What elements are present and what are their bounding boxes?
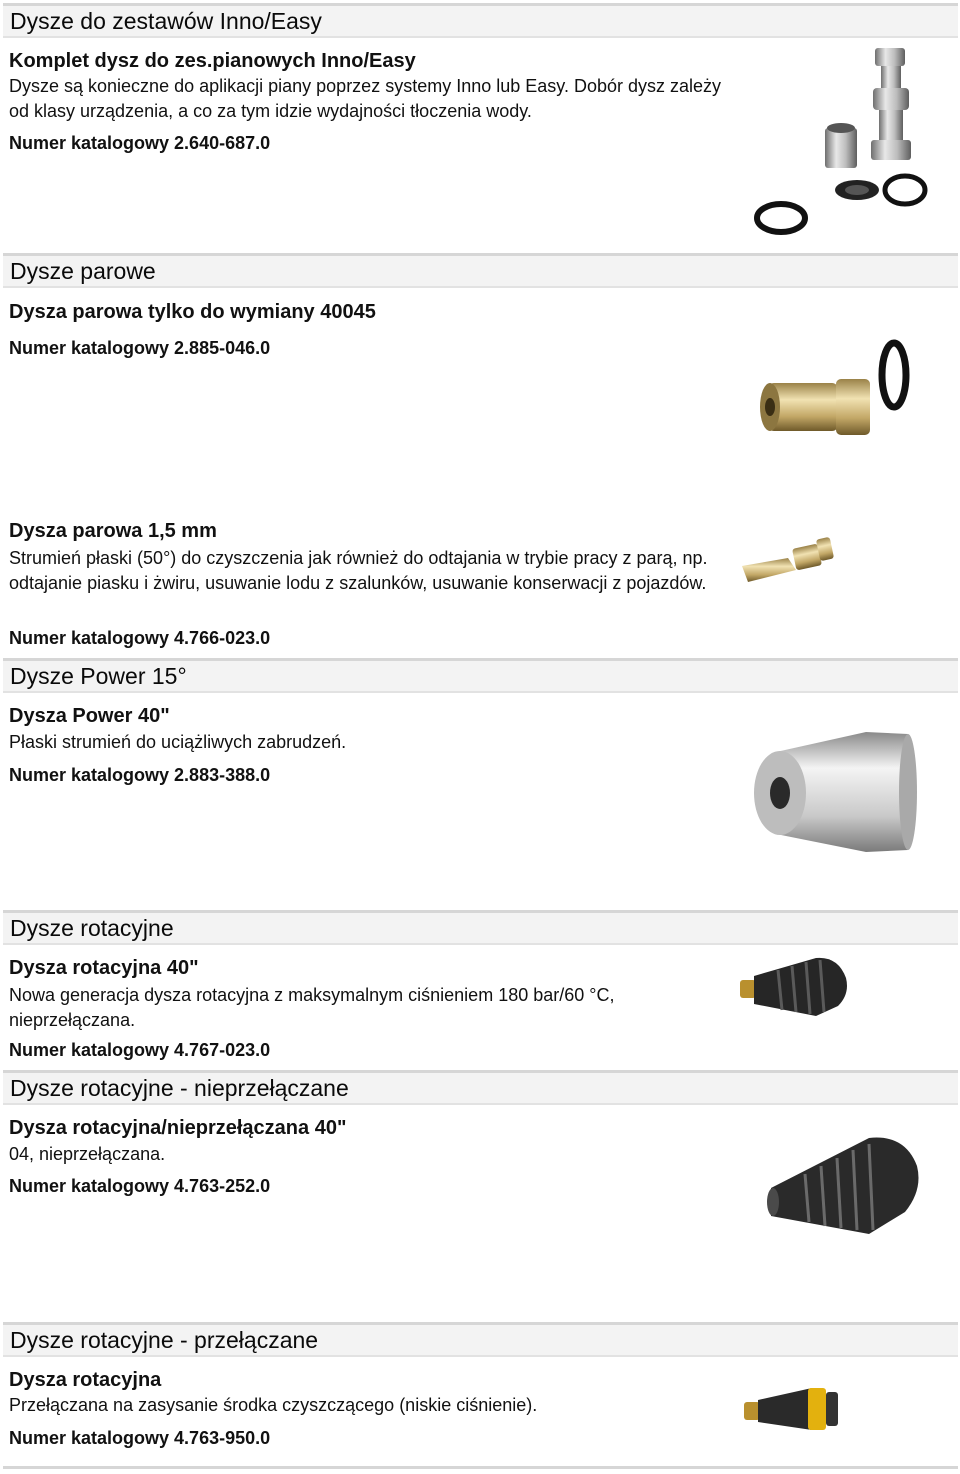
foam-nozzle-set-icon [745, 40, 955, 245]
rotary-nozzle-icon [738, 950, 853, 1025]
bottom-divider [3, 1466, 958, 1469]
section-header-rotary-non-switchable [3, 1070, 958, 1105]
product-description: Przełączana na zasysanie środka czyszczącego (niskie ciśnienie). [9, 1395, 538, 1415]
product-title: Dysza Power 40" [9, 705, 170, 727]
product-title: Komplet dysz do zes.pianowych Inno/Easy [9, 50, 416, 72]
product-description: Strumień płaski (50°) do czyszczenia jak również do odtajania w trybie pracy z parą, np. odtajanie piasku i żwiru, usuwanie lodu z szalunków, usuwanie konserwacji z pojazdów. [9, 548, 708, 593]
catalog-number: Numer katalogowy 4.766-023.0 [9, 628, 271, 648]
section-header-rotary-switchable [3, 1322, 958, 1357]
flat-steam-nozzle-icon [738, 528, 838, 593]
power-nozzle-icon [748, 718, 923, 866]
product-title: Dysza rotacyjna 40" [9, 957, 199, 979]
catalog-number: Numer katalogowy 4.767-023.0 [9, 1040, 271, 1060]
catalog-number: Numer katalogowy 4.763-252.0 [9, 1176, 271, 1196]
section-title: Dysze do zestawów Inno/Easy [10, 8, 322, 34]
product-description: Płaski strumień do uciążliwych zabrudzeń. [9, 732, 347, 752]
switchable-rotary-nozzle-icon [742, 1378, 842, 1438]
product-description: 04, nieprzełączana. [9, 1144, 166, 1164]
section-title: Dysze parowe [10, 258, 156, 284]
section-title: Dysze rotacyjne - przełączane [10, 1327, 319, 1353]
catalog-number: Numer katalogowy 4.763-950.0 [9, 1428, 271, 1448]
product-title: Dysza rotacyjna/nieprzełączana 40" [9, 1117, 347, 1139]
product-title: Dysza parowa tylko do wymiany 40045 [9, 301, 376, 323]
product-title: Dysza rotacyjna [9, 1369, 162, 1391]
section-header-steam [3, 253, 958, 288]
product-description: Dysze są konieczne do aplikacji piany poprzez systemy Inno lub Easy. Dobór dysz zależy od klasy urządzenia, a co za tym idzie wydajności tłoczenia wody. [9, 76, 722, 121]
section-header-power [3, 658, 958, 693]
product-description: Nowa generacja dysza rotacyjna z maksymalnym ciśnieniem 180 bar/60 °C, nieprzełączana. [9, 985, 615, 1030]
section-header-rotary [3, 910, 958, 945]
rotary-nozzle-large-icon [765, 1130, 925, 1238]
steam-nozzle-icon [750, 335, 920, 450]
section-title: Dysze rotacyjne - nieprzełączane [10, 1075, 349, 1101]
section-header-inno-easy [3, 3, 958, 38]
product-title: Dysza parowa 1,5 mm [9, 520, 217, 542]
catalog-number: Numer katalogowy 2.640-687.0 [9, 133, 271, 153]
catalog-number: Numer katalogowy 2.885-046.0 [9, 338, 271, 358]
catalog-number: Numer katalogowy 2.883-388.0 [9, 765, 271, 785]
section-title: Dysze Power 15° [10, 663, 187, 689]
section-title: Dysze rotacyjne [10, 915, 174, 941]
